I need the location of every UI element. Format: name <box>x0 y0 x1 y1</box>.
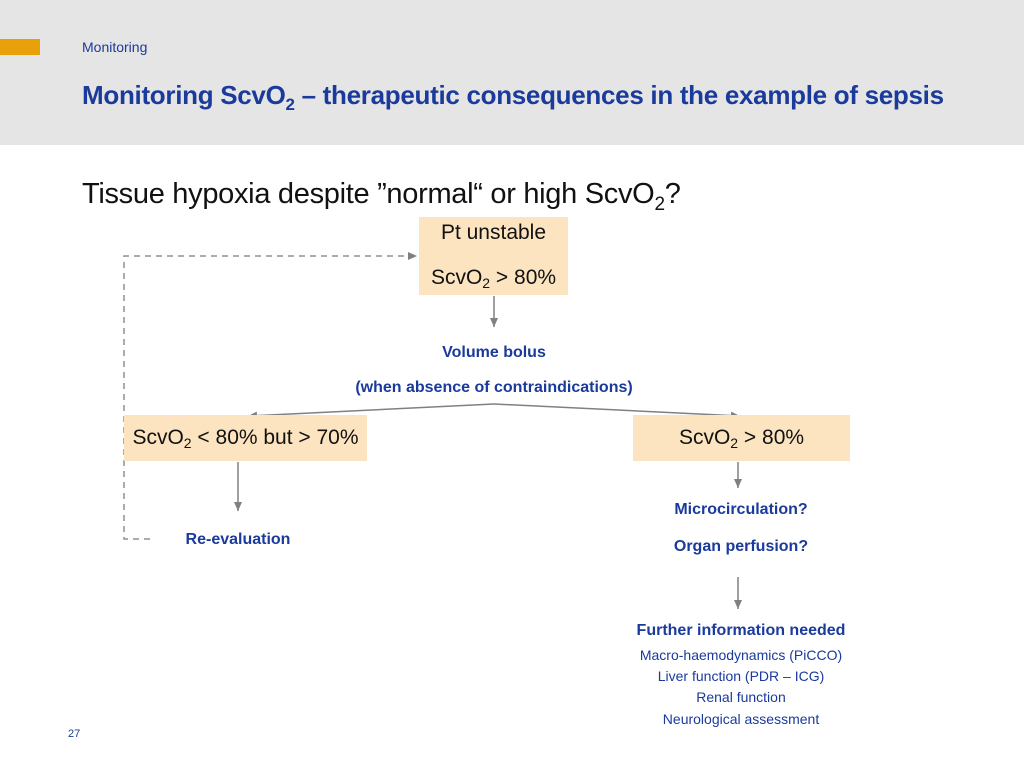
start-box <box>419 217 568 295</box>
start-line-2: ScvO$_2$ > 80% <box>430 266 557 291</box>
dashed-feedback-loop <box>124 256 417 539</box>
further-item-liver: Liver function (PDR – ICG) <box>657 668 825 684</box>
further-item-renal: Renal function <box>696 689 786 705</box>
further-item-picco: Macro-haemodynamics (PiCCO) <box>639 647 843 663</box>
reevaluation-label: Re-evaluation <box>185 531 291 548</box>
further-item-neuro: Neurological assessment <box>662 711 820 727</box>
left-branch-box: ScvO$_2$ < 80% but > 70% <box>124 415 367 461</box>
microcirculation-label: Microcirculation? <box>674 501 808 518</box>
contraindications-label: (when absence of contraindications) <box>355 379 633 396</box>
slide-title: Monitoring ScvO$_2$ – therapeutic consequences in the example of sepsis <box>82 80 944 114</box>
slide-subtitle: Tissue hypoxia despite ”normal“ or high ScvO$_2$? <box>82 178 681 215</box>
page-number: 27 <box>68 728 81 740</box>
section-label: Monitoring <box>82 39 148 55</box>
right-branch-box: ScvO$_2$ > 80% <box>633 415 850 461</box>
further-info-label: Further information needed <box>636 622 846 639</box>
organ-perfusion-label: Organ perfusion? <box>673 538 809 555</box>
start-line-1: Pt unstable <box>440 221 547 244</box>
volume-bolus-label: Volume bolus <box>442 344 546 361</box>
